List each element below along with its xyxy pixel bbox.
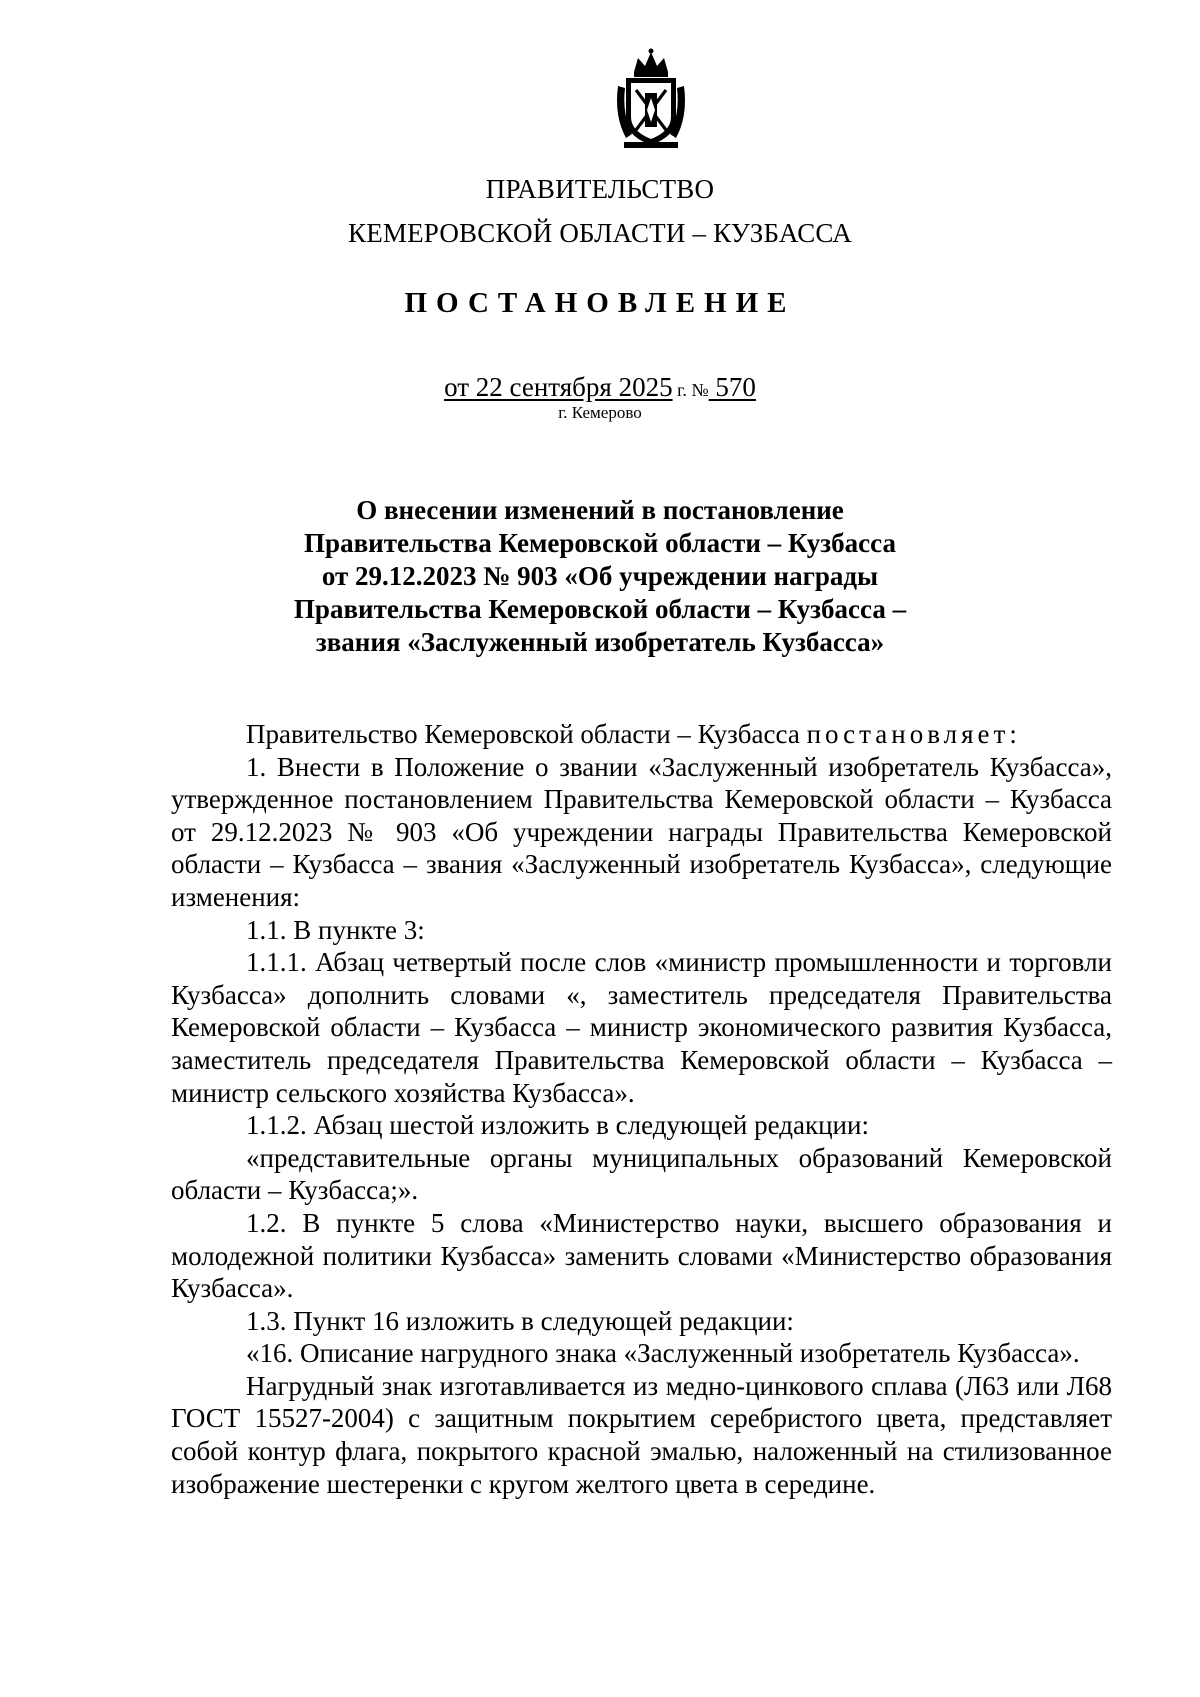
number-sign: № — [691, 380, 709, 400]
paragraph-16: «16. Описание нагрудного знака «Заслуженный изобретатель Кузбасса». — [246, 1338, 1080, 1369]
government-name-line2: КЕМЕРОВСКОЙ ОБЛАСТИ – КУЗБАССА — [348, 218, 852, 248]
document-number: 570 — [708, 372, 756, 402]
document-body — [171, 718, 1112, 1500]
title-line: Правительства Кемеровской области – Кузбасса – — [293, 594, 907, 624]
intro-keyword: постановляет — [806, 719, 1010, 749]
paragraph-badge-description: Нагрудный знак изготавливается из медно-цинкового сплава (Л63 или Л68 ГОСТ 15527-2004) с защитным покрытием серебристого цвета, представляет собой контур флага, покрытого красной эмалью, наложенный на стилизованное изображение шестеренки с кругом желтого цвета в середине. — [171, 1370, 1112, 1499]
document-title — [0, 494, 1200, 659]
paragraph-1: 1. Внести в Положение о звании «Заслуженный изобретатель Кузбасса», утвержденное постановлением Правительства Кемеровской области – Кузбасса от 29.12.2023 № 903 «Об учреждении награды Правительства Кемеровской области – Кузбасса – звания «Заслуженный изобретатель Кузбасса», следующие изменения: — [171, 751, 1112, 912]
paragraph-1-1-1: 1.1.1. Абзац четвертый после слов «министр промышленности и торговли Кузбасса» дополнить словами «, заместитель председателя Правительства Кемеровской области – Кузбасса – министр экономического развития Кузбасса, заместитель председателя Правительства Кемеровской области – Кузбасса – министр сельского хозяйства Кузбасса». — [171, 947, 1112, 1108]
paragraph-1-1: 1.1. В пункте 3: — [246, 914, 425, 945]
intro-end: : — [1009, 719, 1017, 749]
intro-text: Правительство Кемеровской области – Кузбасса — [246, 719, 807, 749]
document-city: г. Кемерово — [558, 403, 642, 422]
year-mark: г. — [672, 380, 692, 400]
title-line: звания «Заслуженный изобретатель Кузбасса» — [315, 627, 885, 657]
paragraph-1-2: 1.2. В пункте 5 слова «Министерство науки, высшего образования и молодежной политики Кузбасса» заменить словами «Министерство образования Кузбасса». — [171, 1207, 1112, 1304]
paragraph-1-3: 1.3. Пункт 16 изложить в следующей редакции: — [246, 1305, 794, 1336]
paragraph-1-1-2-quote: «представительные органы муниципальных образований Кемеровской области – Кузбасса;». — [171, 1142, 1112, 1206]
coat-of-arms-icon — [612, 46, 690, 150]
title-line: О внесении изменений в постановление — [356, 495, 844, 525]
document-date-number — [0, 372, 1200, 405]
government-name-line1: ПРАВИТЕЛЬСТВО — [485, 174, 715, 204]
title-line: от 29.12.2023 № 903 «Об учреждении награды — [321, 561, 879, 591]
title-line: Правительства Кемеровской области – Кузбасса — [304, 528, 896, 558]
document-type: ПОСТАНОВЛЕНИЕ — [404, 287, 796, 319]
document-date: от 22 сентября 2025 — [444, 372, 673, 402]
intro-paragraph — [171, 718, 1112, 751]
paragraph-1-1-2: 1.1.2. Абзац шестой изложить в следующей редакции: — [246, 1110, 869, 1141]
